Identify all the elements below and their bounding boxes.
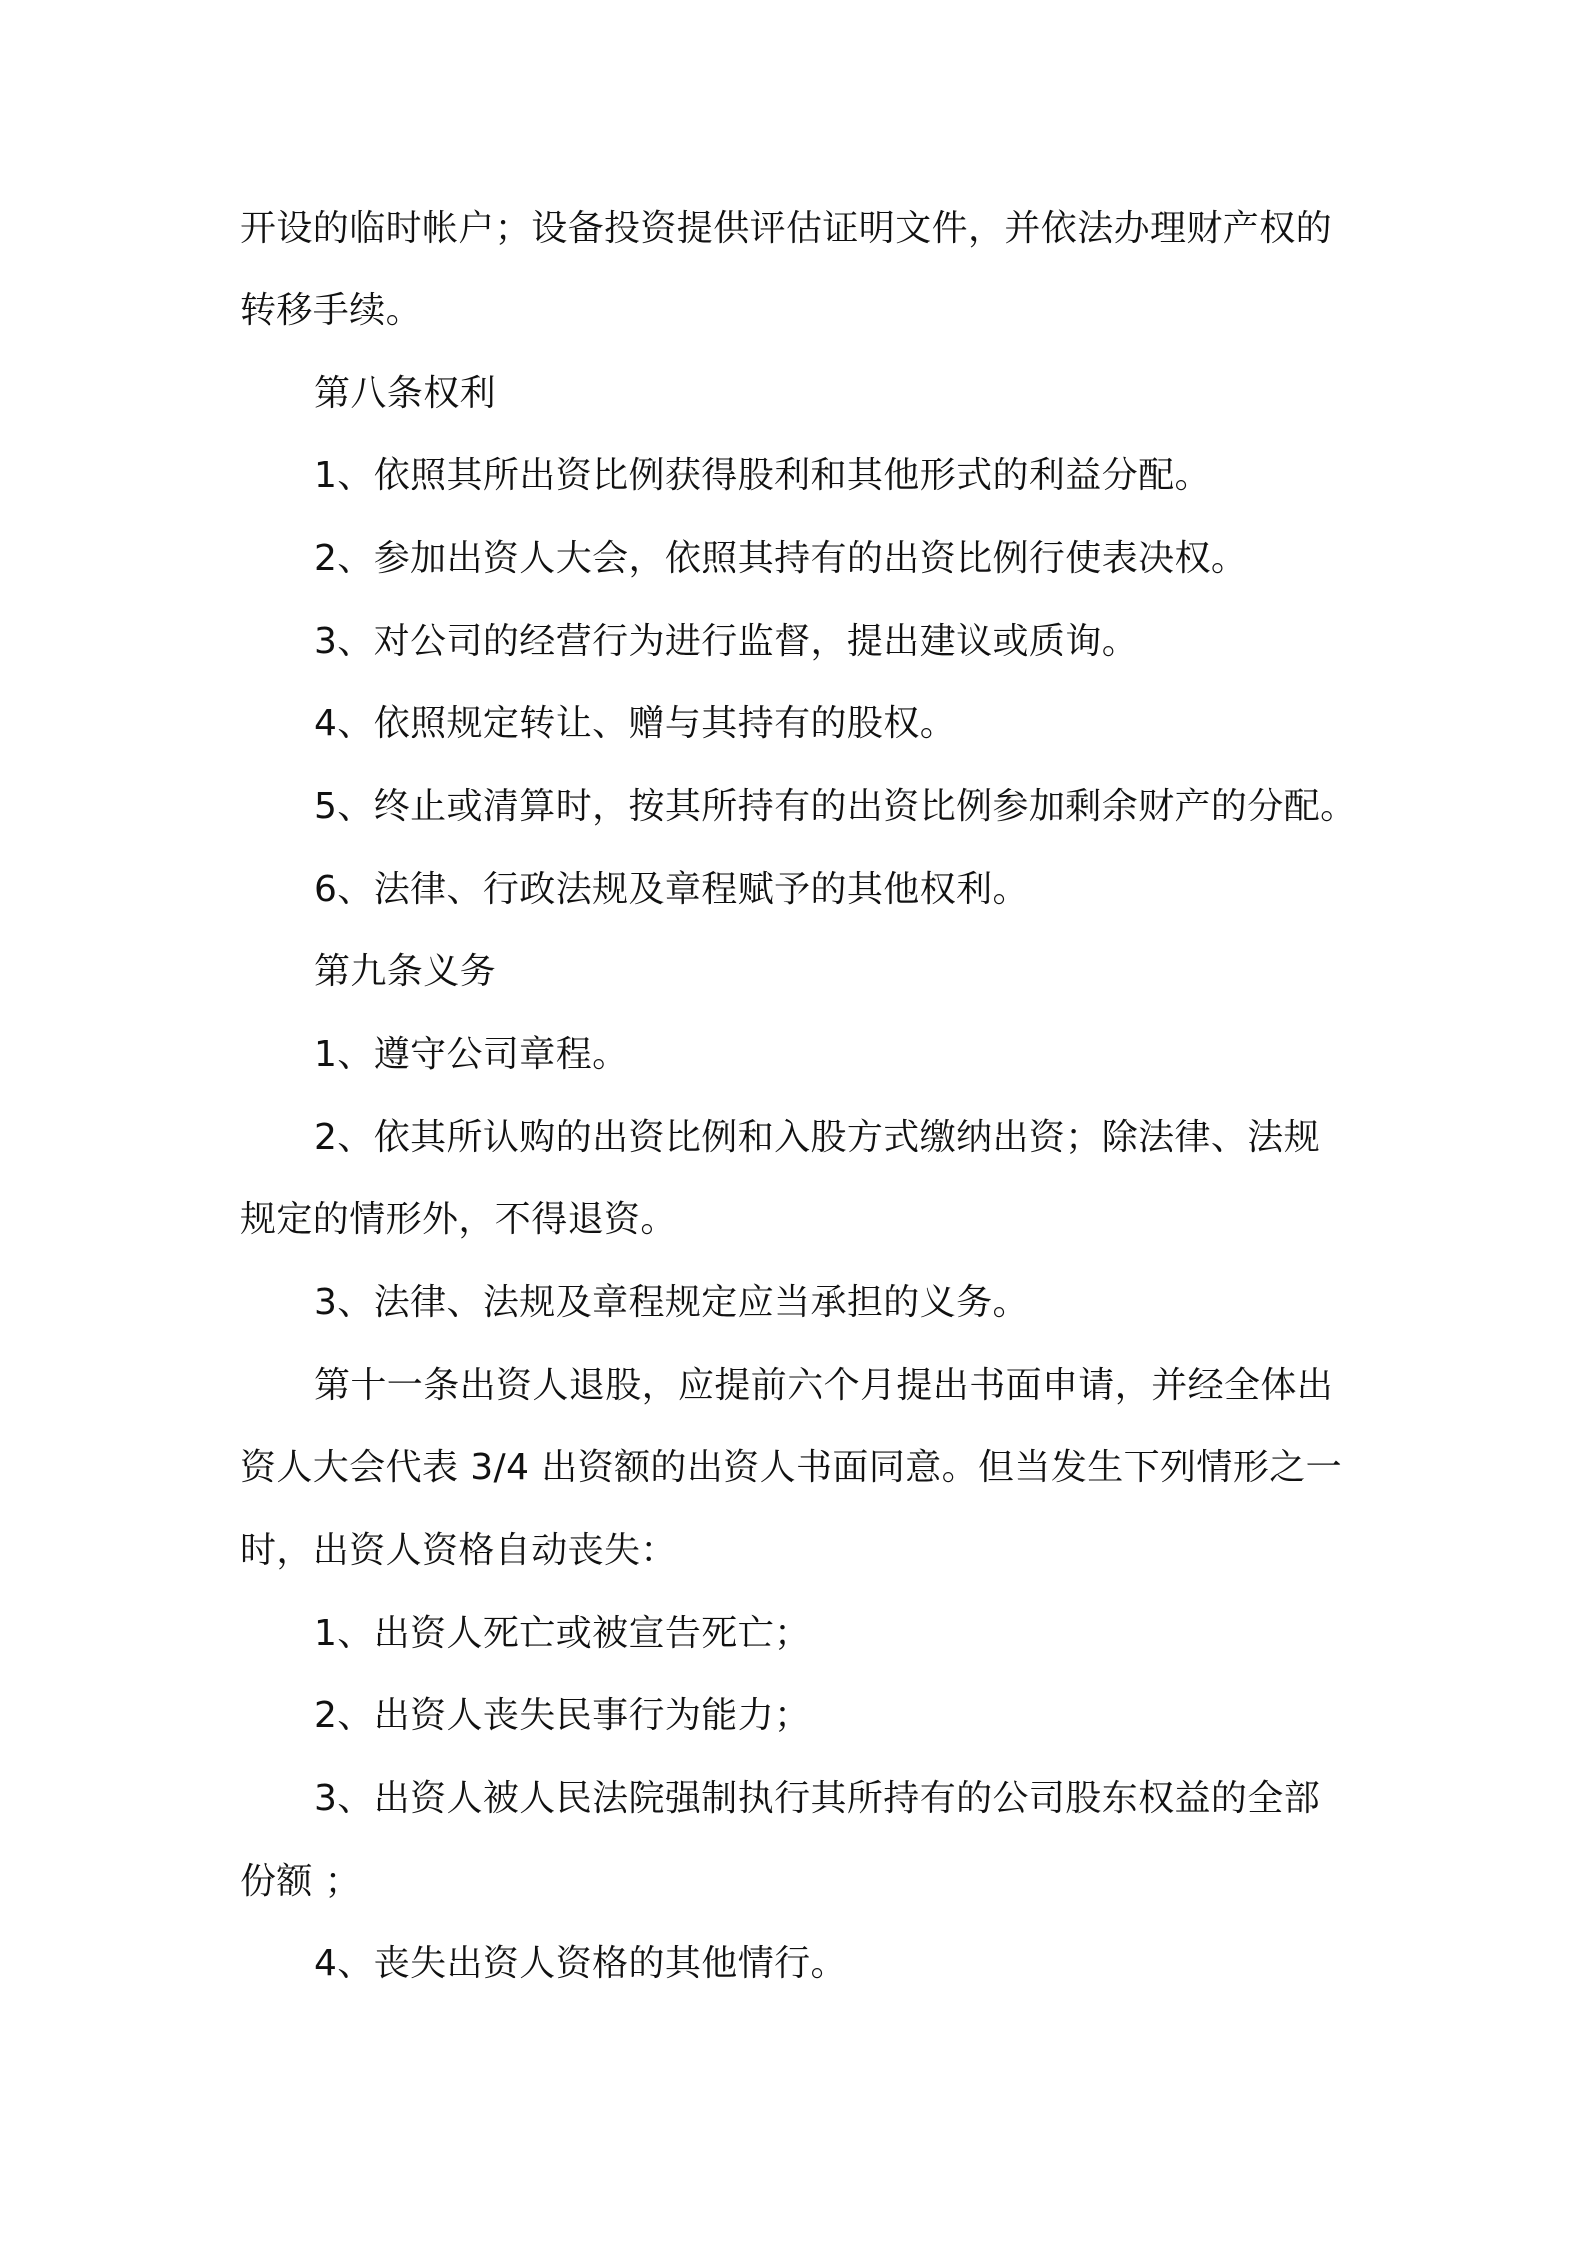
list-item: 1、出资人死亡或被宣告死亡；	[314, 1613, 811, 1654]
list-item: 3、出资人被人民法院强制执行其所持有的公司股东权益的全部	[314, 1778, 1321, 1819]
section-heading: 第八条权利	[314, 373, 497, 414]
list-item: 4、丧失出资人资格的其他情行。	[314, 1943, 847, 1984]
text-line: 规定的情形外，不得退资。	[240, 1199, 677, 1240]
list-item: 2、出资人丧失民事行为能力；	[314, 1695, 811, 1736]
list-item: 4、依照规定转让、赠与其持有的股权。	[314, 703, 957, 744]
list-item: 1、遵守公司章程。	[314, 1034, 629, 1075]
list-item: 3、对公司的经营行为进行监督，提出建议或质询。	[314, 621, 1139, 662]
section-heading: 第九条义务	[314, 951, 497, 992]
text-line: 开设的临时帐户；设备投资提供评估证明文件，并依法办理财产权的	[240, 208, 1333, 249]
list-item: 5、终止或清算时，按其所持有的出资比例参加剩余财产的分配。	[314, 786, 1357, 827]
text-line: 时，出资人资格自动丧失：	[240, 1530, 677, 1571]
list-item: 1、依照其所出资比例获得股利和其他形式的利益分配。	[314, 455, 1211, 496]
list-item: 6、法律、行政法规及章程赋予的其他权利。	[314, 869, 1029, 910]
list-item: 2、依其所认购的出资比例和入股方式缴纳出资；除法律、法规	[314, 1117, 1321, 1158]
text-line: 份额 ；	[240, 1861, 362, 1902]
text-line: 资人大会代表 3/4 出资额的出资人书面同意。但当发生下列情形之一	[240, 1447, 1343, 1488]
list-item: 2、参加出资人大会，依照其持有的出资比例行使表决权。	[314, 538, 1248, 579]
list-item: 3、法律、法规及章程规定应当承担的义务。	[314, 1282, 1029, 1323]
text-line: 转移手续。	[240, 290, 423, 331]
paragraph-line: 第十一条出资人退股，应提前六个月提出书面申请，并经全体出	[314, 1365, 1334, 1406]
